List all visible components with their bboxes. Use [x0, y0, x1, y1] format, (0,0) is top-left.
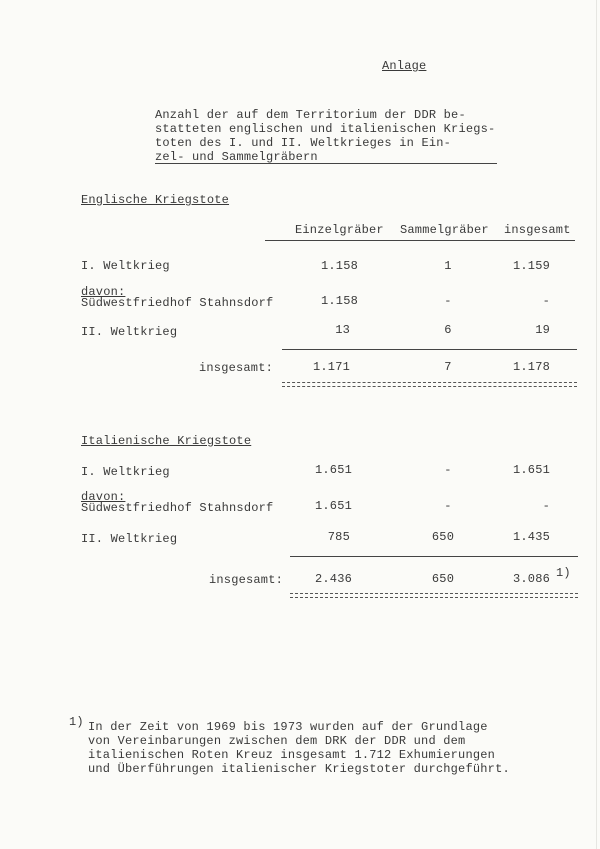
italian-row-3-sammel: 650: [431, 530, 455, 544]
intro-line-2: statteten englischen und italienischen Kriegs-: [155, 122, 496, 136]
col-header-total: insgesamt: [504, 223, 571, 237]
italian-sum-rule: [290, 556, 578, 557]
italian-row-1-einzel: 1.651: [314, 463, 352, 477]
italian-sum-total: 3.086: [512, 572, 550, 586]
page-edge: [596, 0, 597, 849]
col-header-einzel: Einzelgräber: [295, 223, 384, 237]
english-row-3-sammel: 6: [444, 323, 452, 337]
italian-row-3-total: 1.435: [512, 530, 550, 544]
col-header-sammel: Sammelgräber: [400, 223, 489, 237]
italian-row-2-einzel: 1.651: [314, 499, 352, 513]
footnote-line-3: italienischen Roten Kreuz insgesamt 1.712 Exhumierungen: [88, 748, 496, 762]
english-row-1-label: I. Weltkrieg: [81, 259, 170, 273]
italian-row-1-sammel: -: [444, 463, 452, 477]
intro-line-1: Anzahl der auf dem Territorium der DDR be-: [155, 108, 466, 122]
footnote-line-2: von Vereinbarungen zwischen dem DRK der DDR und dem: [88, 734, 466, 748]
italian-row-2-total: -: [542, 499, 550, 513]
english-row-3-total: 19: [535, 323, 550, 337]
english-sum-total: 1.178: [512, 360, 550, 374]
english-sum-einzel: 1.171: [312, 360, 350, 374]
italian-sum-einzel: 2.436: [314, 572, 352, 586]
intro-rule: [155, 163, 497, 164]
english-row-2-einzel: 1.158: [320, 294, 358, 308]
intro-line-4: zel- und Sammelgräbern: [155, 150, 318, 164]
italian-row-3-label: II. Weltkrieg: [81, 532, 178, 546]
english-sum-rule: [282, 349, 577, 350]
english-row-2-sammel: -: [444, 294, 452, 308]
header-rule: [265, 240, 575, 241]
italian-section-title: Italienische Kriegstote: [81, 434, 252, 448]
footnote-marker: 1): [69, 715, 84, 729]
english-row-2-label: Südwestfriedhof Stahnsdorf: [81, 296, 274, 310]
italian-row-1-label: I. Weltkrieg: [81, 465, 170, 479]
italian-row-2-davon: davon:: [81, 490, 126, 504]
intro-line-3: toten des I. und II. Weltkrieges in Ein-: [155, 136, 452, 150]
anlage-heading: Anlage: [382, 59, 427, 73]
english-row-1-sammel: 1: [444, 259, 452, 273]
footnote-line-4: und Überführungen italienischer Kriegstoter durchgeführt.: [88, 762, 510, 776]
english-section-title: Englische Kriegstote: [81, 193, 230, 207]
italian-sum-label: insgesamt:: [209, 573, 284, 587]
english-row-3-einzel: 13: [335, 323, 350, 337]
italian-sum-footnote-ref: 1): [556, 566, 571, 580]
english-sum-sammel: 7: [444, 360, 452, 374]
italian-row-1-total: 1.651: [512, 463, 550, 477]
english-row-3-label: II. Weltkrieg: [81, 325, 178, 339]
italian-row-3-einzel: 785: [327, 530, 350, 544]
english-row-2-total: -: [542, 294, 550, 308]
italian-row-2-label: Südwestfriedhof Stahnsdorf: [81, 501, 274, 515]
italian-double-rule: [290, 593, 578, 598]
english-row-1-einzel: 1.158: [320, 259, 358, 273]
english-row-2-davon: davon:: [81, 285, 126, 299]
english-sum-label: insgesamt:: [199, 361, 274, 375]
footnote-line-1: In der Zeit von 1969 bis 1973 wurden auf der Grundlage: [88, 720, 488, 734]
italian-row-2-sammel: -: [444, 499, 452, 513]
english-double-rule: [282, 382, 577, 387]
italian-sum-sammel: 650: [431, 572, 455, 586]
english-row-1-total: 1.159: [512, 259, 550, 273]
